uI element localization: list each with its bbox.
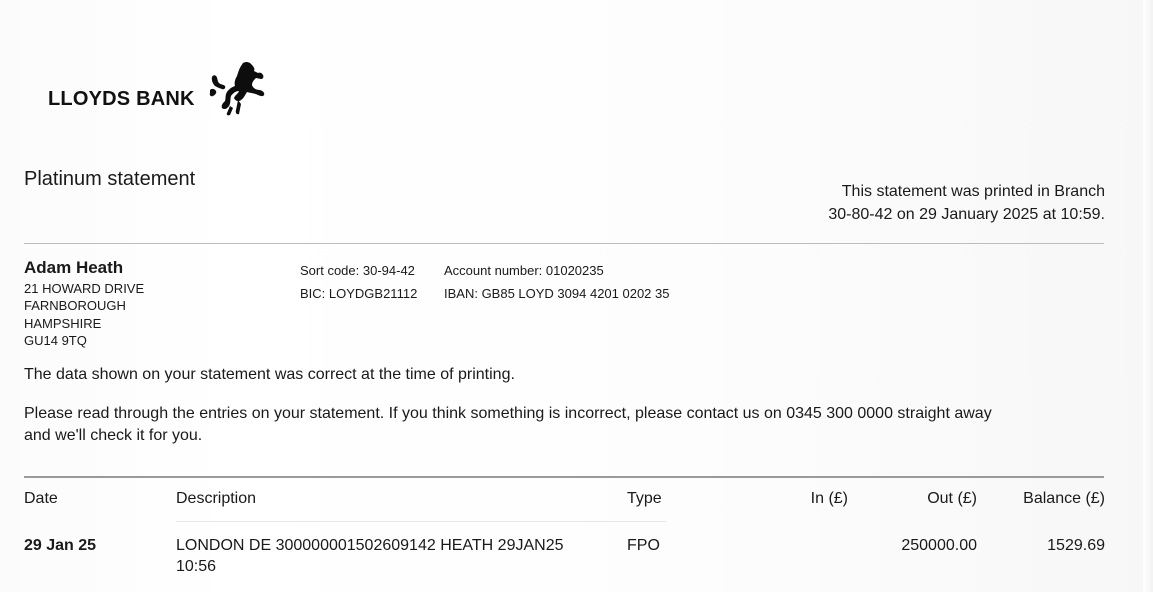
column-header-out: Out (£) bbox=[927, 490, 977, 507]
sort-code: Sort code: 30-94-42 bbox=[300, 263, 415, 278]
bank-logo-text: LLOYDS BANK bbox=[48, 88, 195, 110]
notice-read-entries-line-2: and we'll check it for you. bbox=[24, 427, 203, 444]
column-header-in: In (£) bbox=[810, 490, 848, 507]
address-line: FARNBOROUGH bbox=[24, 298, 126, 313]
address-line: 21 HOWARD DRIVE bbox=[24, 281, 145, 296]
address-line: HAMPSHIRE bbox=[24, 316, 102, 331]
row-description-line-2: 10:56 bbox=[176, 558, 217, 575]
customer-name: Adam Heath bbox=[24, 258, 124, 277]
bic-code: BIC: LOYDGB21112 bbox=[300, 286, 418, 301]
table-divider bbox=[24, 476, 1104, 478]
header-divider bbox=[24, 243, 1104, 244]
address-line: GU14 9TQ bbox=[24, 333, 87, 348]
page-edge-shadow bbox=[1143, 0, 1153, 592]
column-header-balance: Balance (£) bbox=[1023, 490, 1105, 507]
account-number: Account number: 01020235 bbox=[444, 263, 604, 278]
row-balance: 1529.69 bbox=[1047, 537, 1105, 554]
row-type: FPO bbox=[627, 537, 660, 554]
column-header-description: Description bbox=[176, 490, 257, 507]
black-horse-logo-icon bbox=[208, 60, 270, 116]
row-description-line-1: LONDON DE 300000001502609142 HEATH 29JAN25 bbox=[176, 537, 564, 554]
iban: IBAN: GB85 LOYD 3094 4201 0202 35 bbox=[444, 286, 670, 301]
printed-info bbox=[828, 180, 1105, 226]
printed-info-line-2: 30-80-42 on 29 January 2025 at 10:59. bbox=[828, 206, 1105, 223]
header-underline bbox=[176, 521, 666, 522]
row-date: 29 Jan 25 bbox=[24, 537, 97, 554]
column-header-date: Date bbox=[24, 490, 58, 507]
row-out: 250000.00 bbox=[901, 537, 977, 554]
notice-read-entries-line-1: Please read through the entries on your statement. If you think something is incorrect, please contact us on 0345 300 0000 straight away bbox=[24, 405, 992, 422]
statement-title: Platinum statement bbox=[24, 168, 196, 190]
notice-correct-at-printing: The data shown on your statement was correct at the time of printing. bbox=[24, 366, 515, 383]
printed-info-line-1: This statement was printed in Branch bbox=[841, 183, 1105, 200]
column-header-type: Type bbox=[627, 490, 662, 507]
